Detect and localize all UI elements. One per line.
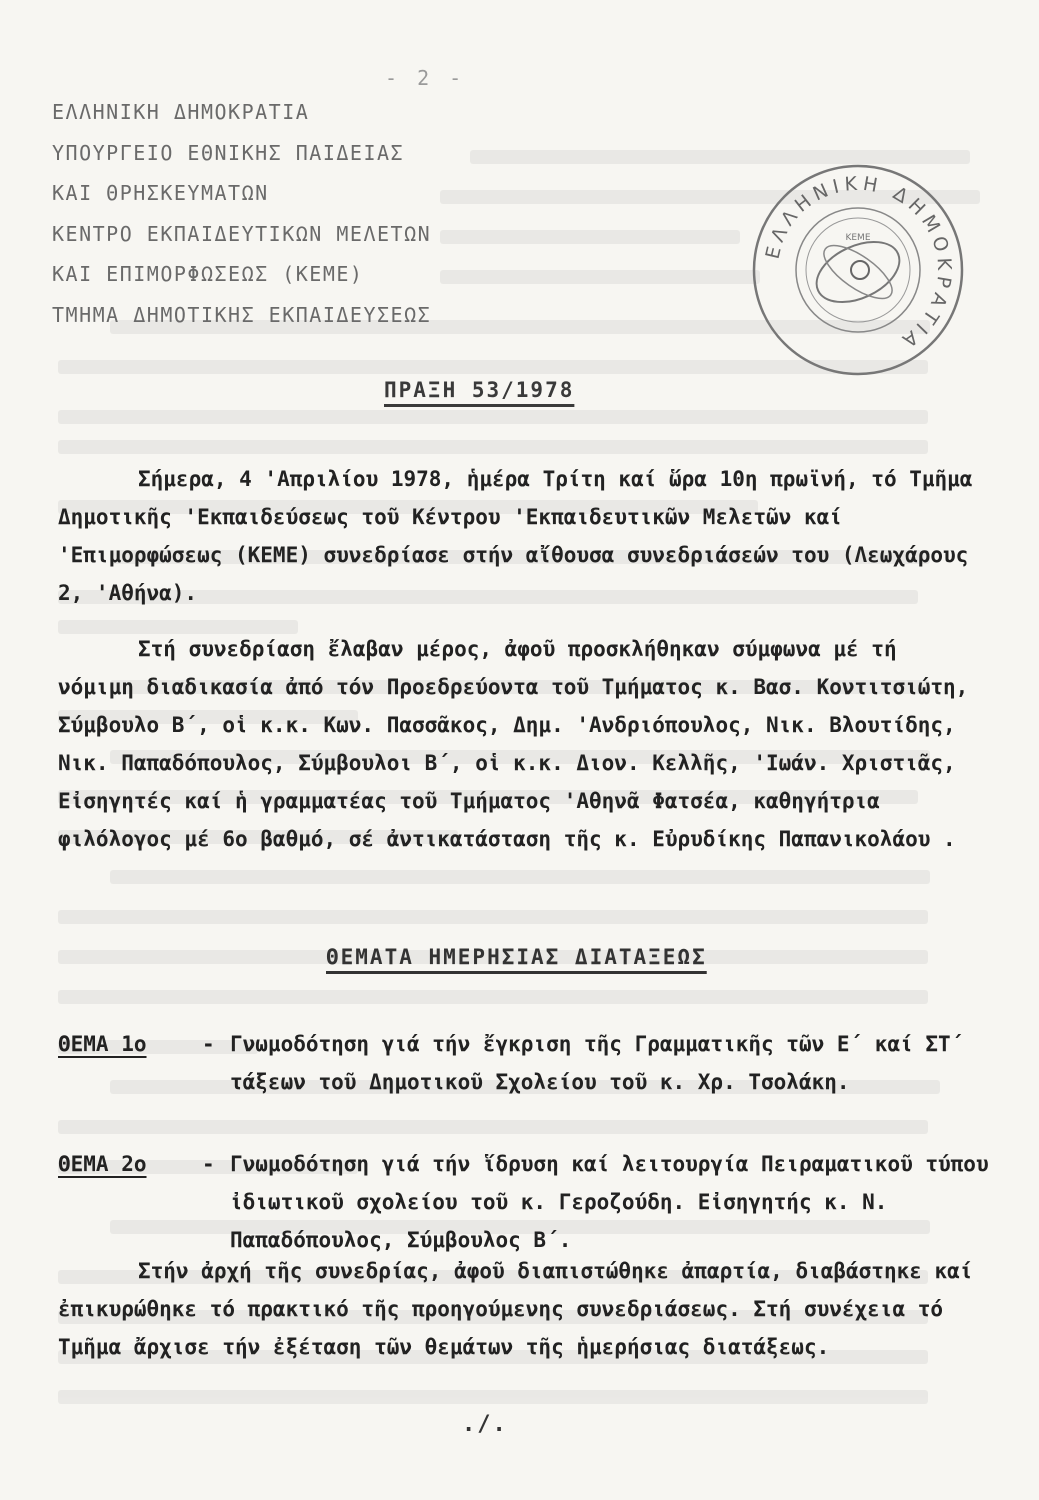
letterhead-line: ΕΛΛΗΝΙΚΗ ΔΗΜΟΚΡΑΤΙΑ: [52, 100, 310, 124]
letterhead-line: ΚΑΙ ΕΠΙΜΟΡΦΩΣΕΩΣ (ΚΕΜΕ): [52, 262, 364, 286]
continuation-mark: ./.: [462, 1412, 508, 1437]
agenda-item-label: ΘΕΜΑ 2ο: [58, 1152, 147, 1176]
attendance-paragraph: Στή συνεδρίαση ἔλαβαν μέρος, ἀφοῦ προσκλήθηκαν σύμφωνα μέ τή νόμιμη διαδικασία ἀπό τόν Προεδρεύοντα τοῦ Τμήματος κ. Βασ. Κοντιτσιώτη, Σύμβουλο Β΄, οἱ κ.κ. Κων. Πασσᾶκος, Δημ. 'Ανδριόπουλος, Νικ. Βλουτίδης, Νικ. Παπαδόπουλος, Σύμβουλοι Β΄, οἱ κ.κ. Διον. Κελλῆς, 'Ιωάν. Χριστιᾶς, Εἰσηγητές καί ἡ γραμματέας τοῦ Τμήματος 'Αθηνᾶ Φατσέα, καθηγήτρια φιλόλογος μέ 6ο βαθμό, σέ ἀντικατάσταση τῆς κ. Εὐρυδίκης Παπανικολάου .: [58, 637, 969, 851]
letterhead-line: ΚΑΙ ΘΡΗΣΚΕΥΜΑΤΩΝ: [52, 181, 269, 205]
proceedings-paragraph: Στήν ἀρχή τῆς συνεδρίας, ἀφοῦ διαπιστώθηκε ἀπαρτία, διαβάστηκε καί ἐπικυρώθηκε τό πρακτικό τῆς προηγούμενης συνεδριάσεως. Στή συνέχεια τό Τμῆμα ἄρχισε τήν ἐξέταση τῶν θεμάτων τῆς ἡμερήσιας διατάξεως.: [58, 1259, 973, 1359]
official-seal-stamp: [748, 160, 968, 380]
agenda-heading: ΘΕΜΑΤΑ ΗΜΕΡΗΣΙΑΣ ΔΙΑΤΑΞΕΩΣ: [326, 945, 707, 969]
opening-paragraph: Σήμερα, 4 'Απριλίου 1978, ἡμέρα Τρίτη καί ὥρα 10η πρωϊνή, τό Τμῆμα Δημοτικῆς 'Εκπαιδεύσεως τοῦ Κέντρου 'Εκπαιδευτικῶν Μελετῶν καί 'Επιμορφώσεως (ΚΕΜΕ) συνεδρίασε στήν αἴθουσα συνεδριάσεών του (Λεωχάρους 2, 'Αθήνα).: [58, 467, 973, 605]
letterhead-line: ΚΕΝΤΡΟ ΕΚΠΑΙΔΕΥΤΙΚΩΝ ΜΕΛΕΤΩΝ: [52, 221, 432, 246]
agenda-item-dash: -: [202, 1152, 215, 1176]
letterhead-line: ΥΠΟΥΡΓΕΙΟ ΕΘΝΙΚΗΣ ΠΑΙΔΕΙΑΣ: [52, 140, 405, 165]
seal-inner-text: ΚΕΜΕ: [845, 233, 871, 243]
agenda-item-text: Γνωμοδότηση γιά τήν ἵδρυση καί λειτουργία Πειραματικοῦ τύπου ἰδιωτικοῦ σχολείου τοῦ κ. Γεροζούδη. Εἰσηγητής κ. Ν. Παπαδόπουλος, Σύμβουλος Β΄.: [230, 1152, 989, 1252]
page-number: - 2 -: [385, 66, 466, 90]
seal-outer-text: ΕΛΛΗΝΙΚΗ ΔΗΜΟΚΡΑΤΙΑ: [761, 172, 956, 355]
letterhead: [52, 92, 431, 335]
letterhead-line: ΤΜΗΜΑ ΔΗΜΟΤΙΚΗΣ ΕΚΠΑΙΔΕΥΣΕΩΣ: [52, 302, 432, 327]
svg-text:ΕΛΛΗΝΙΚΗ ΔΗΜΟΚΡΑΤΙΑ: [762, 173, 956, 354]
agenda-item-dash: -: [202, 1032, 215, 1056]
agenda-item-text: Γνωμοδότηση γιά τήν ἔγκριση τῆς Γραμματικῆς τῶν Ε΄ καί ΣΤ΄ τάξεων τοῦ Δημοτικοῦ Σχολείου τοῦ κ. Χρ. Τσολάκη.: [230, 1032, 964, 1094]
document-title: ΠΡΑΞΗ 53/1978: [384, 378, 575, 402]
agenda-item-label: ΘΕΜΑ 1ο: [58, 1032, 147, 1056]
